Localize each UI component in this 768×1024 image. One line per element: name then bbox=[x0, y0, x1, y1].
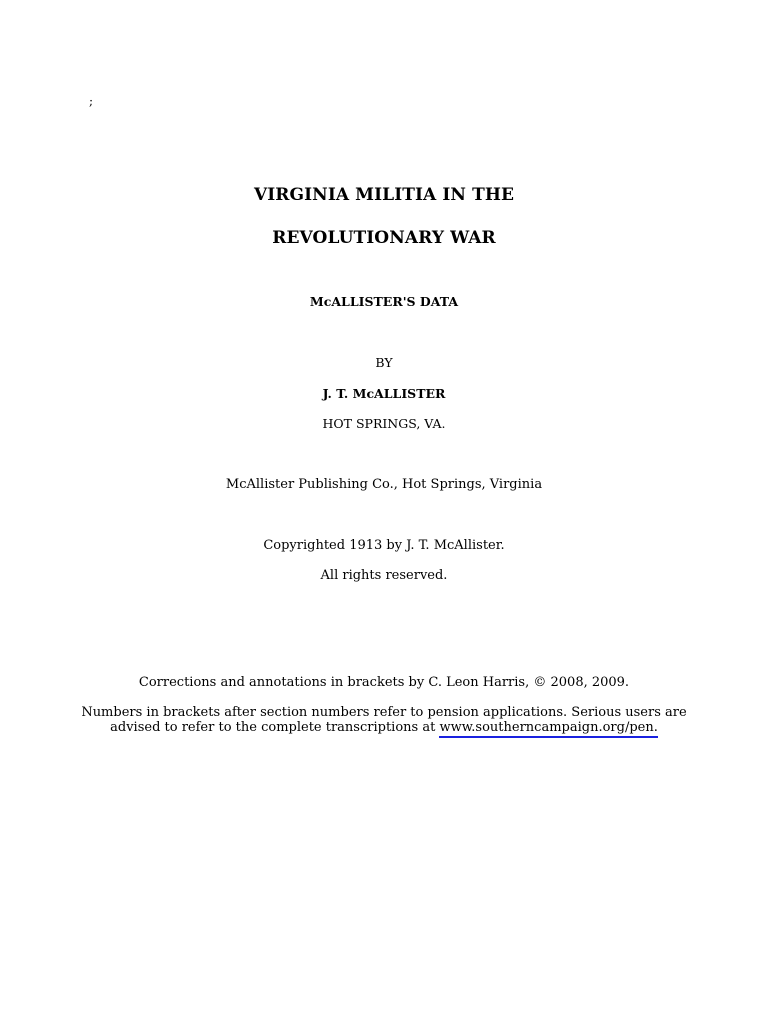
note-line-1: Numbers in brackets after section numbers refer to pension applications. Serious users are bbox=[81, 705, 687, 720]
subtitle: McALLISTER'S DATA bbox=[309, 294, 459, 309]
by-label: BY bbox=[375, 355, 393, 370]
author-location: HOT SPRINGS, VA. bbox=[322, 416, 446, 431]
stray-mark: ; bbox=[89, 94, 94, 108]
copyright-line: Copyrighted 1913 by J. T. McAllister. bbox=[263, 538, 505, 553]
title-line-1: VIRGINIA MILITIA IN THE bbox=[253, 185, 515, 205]
annotations-line: Corrections and annotations in brackets by C. Leon Harris, © 2008, 2009. bbox=[138, 675, 630, 690]
southerncampaign-link[interactable]: www.southerncampaign.org/pen. bbox=[439, 720, 657, 738]
note-line-2 bbox=[0, 720, 768, 736]
note-line-2-text: advised to refer to the complete transcriptions at bbox=[110, 720, 440, 735]
author-name: J. T. McALLISTER bbox=[322, 386, 446, 401]
title-line-2: REVOLUTIONARY WAR bbox=[272, 228, 496, 248]
publisher-line: McAllister Publishing Co., Hot Springs, Virginia bbox=[225, 477, 543, 492]
rights-line: All rights reserved. bbox=[320, 568, 448, 583]
